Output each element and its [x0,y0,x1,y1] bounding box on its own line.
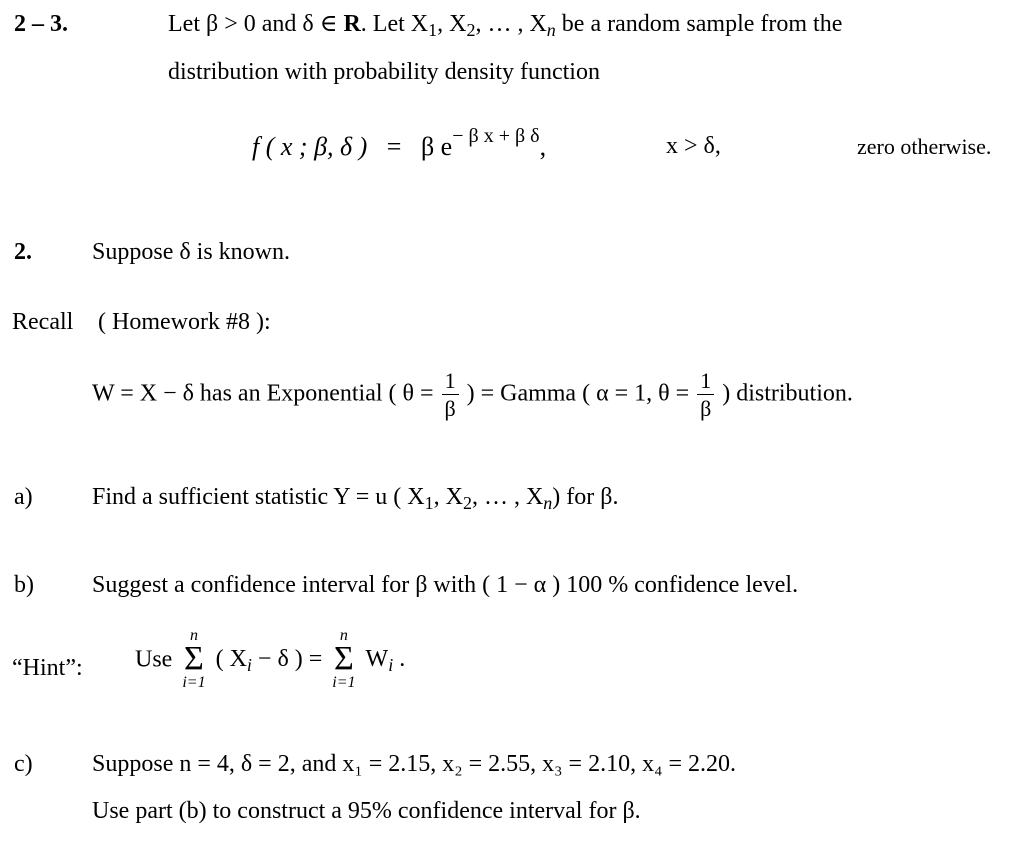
pdf-otherwise: zero otherwise. [857,134,992,159]
part-b-label: b) [14,572,34,598]
recall-tail: ) distribution. [722,380,853,407]
pdf-lhs: f ( x ; β, δ ) [252,132,368,161]
hint-sum-1: n Σ i=1 [182,627,206,691]
part-a-label: a) [14,484,33,510]
part-b-text: Suggest a confidence interval for β with ( 1 − α ) 100 % confidence level. [92,572,799,598]
intro-text: Let β > 0 and δ ∈ [168,11,338,37]
pdf-equation [252,125,547,161]
recall-label: Recall [12,309,74,335]
part-c-line1: Suppose n = 4, δ = 2, and x₁ = 2.15, x₂ = 2.55, x₃ = 2.10, x₄ = 2.20. [92,751,736,777]
pdf-exponent: − β x + β δ [452,125,540,147]
intro-sample-end: be a random sample from the [561,11,843,37]
part-c-label: c) [14,751,33,777]
problem-intro-line1: Let β > 0 and δ ∈ R. Let $X_1$, $X_2$, … , $X_n$ be a random sample from the [168,11,843,40]
part-c-line2: Use part (b) to construct a 95% confidence interval for β. [92,798,641,824]
pdf-eq: = [386,132,402,161]
recall-lead: W = X − δ has an Exponential ( θ = [92,380,434,407]
recall-fraction-2: $\frac{1}{\beta}$ [697,370,714,420]
pdf-support: x > δ, [666,133,721,159]
intro-text-b: . Let X [360,11,429,37]
part-a-text: Find a sufficient statistic Y = u ( $X_1$, $X_2$, … , $X_n$) for β. [92,484,619,513]
hint-label: “Hint”: [12,655,83,681]
recall-formula [92,370,853,420]
problem-intro-line2: distribution with probability density function [168,59,600,85]
hint-formula: Use n Σ i=1 ( $X_i - \delta$ ) = n Σ i=1 $W_i$ . [135,627,406,691]
problem-number: 2 – 3. [14,11,68,37]
pdf-rhs: β e [420,132,453,161]
intro-real-set: R [343,11,361,37]
part2-text: Suppose δ is known. [92,239,290,265]
hint-use: Use [135,646,173,673]
recall-fraction-1: $\frac{1}{\beta}$ [442,370,459,420]
hint-rhs: W [365,646,389,673]
hint-lhs: ( X [215,646,247,673]
pdf-comma: , [539,132,547,161]
recall-mid: ) = Gamma ( α = 1, θ = [466,380,690,407]
part2-number: 2. [14,239,32,265]
recall-ref: ( Homework #8 ): [98,309,271,335]
hint-sum-2: n Σ i=1 [332,627,356,691]
